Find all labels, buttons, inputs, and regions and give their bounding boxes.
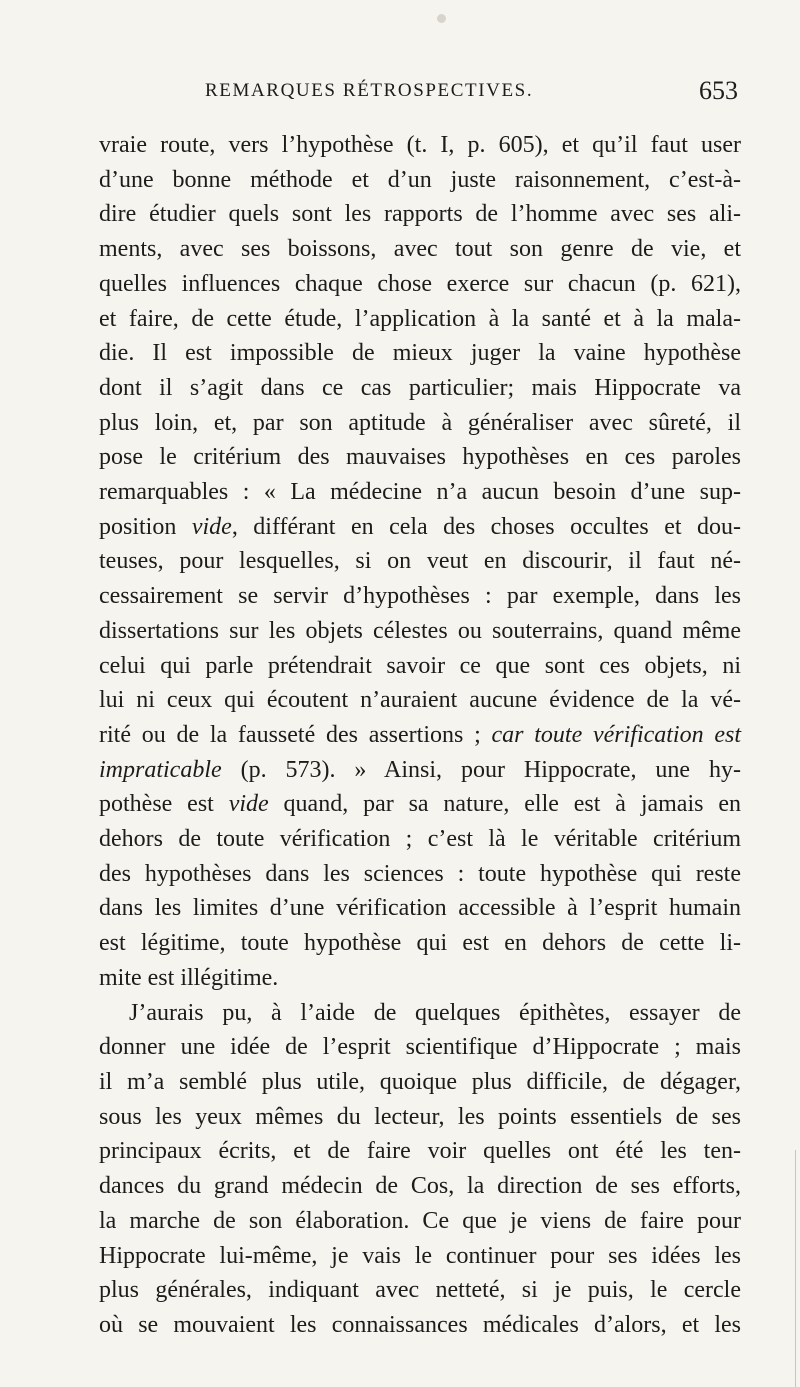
text-line: dans les limites d’une vérification accessible à l’esprit humain xyxy=(99,895,741,922)
text-line: où se mouvaient les connaissances médicales d’alors, et les xyxy=(99,1311,741,1338)
text-line: J’aurais pu, à l’aide de quelques épithètes, essayer de xyxy=(129,999,741,1026)
text-line: Hippocrate lui-même, je vais le continuer pour ses idées les xyxy=(99,1242,741,1269)
text-line: quelles influences chaque chose exerce sur chacun (p. 621), xyxy=(99,270,741,297)
text-line: la marche de son élaboration. Ce que je viens de faire pour xyxy=(99,1207,741,1234)
text-line: dont il s’agit dans ce cas particulier; mais Hippocrate va xyxy=(99,374,741,401)
text-line xyxy=(99,787,741,822)
paper-speck xyxy=(437,14,446,23)
body-text xyxy=(99,128,741,1343)
text-line: sous les yeux mêmes du lecteur, les points essentiels de ses xyxy=(99,1103,741,1130)
text-line: cessairement se servir d’hypothèses : par exemple, dans les xyxy=(99,583,741,610)
text-line xyxy=(99,510,741,545)
italic-term: vide xyxy=(191,513,232,540)
text-line: il m’a semblé plus utile, quoique plus difficile, de dégager, xyxy=(99,1068,741,1095)
text-line: ments, avec ses boissons, avec tout son genre de vie, et xyxy=(99,236,741,263)
italic-phrase: car toute vérification est xyxy=(491,721,742,748)
italic-phrase: impraticable xyxy=(99,756,222,783)
text-segment: (p. 573). » Ainsi, pour Hippocrate, une hy- xyxy=(221,756,741,783)
page-edge-shadow xyxy=(795,1150,796,1387)
text-line: dissertations sur les objets célestes ou souterrains, quand même xyxy=(99,617,741,644)
text-line: plus générales, indiquant avec netteté, si je puis, le cercle xyxy=(99,1277,741,1304)
text-line: celui qui parle prétendrait savoir ce que sont ces objets, ni xyxy=(99,652,741,679)
text-line: mite est illégitime. xyxy=(99,964,279,991)
text-line: dire étudier quels sont les rapports de l’homme avec ses ali- xyxy=(99,201,741,228)
text-line: teuses, pour lesquelles, si on veut en discourir, il faut né- xyxy=(99,548,741,575)
text-segment: position xyxy=(99,513,192,540)
text-line: d’une bonne méthode et d’un juste raisonnement, c’est-à- xyxy=(99,166,741,193)
text-line xyxy=(99,753,741,788)
text-line: remarquables : « La médecine n’a aucun besoin d’une sup- xyxy=(99,479,741,506)
text-line: est légitime, toute hypothèse qui est en dehors de cette li- xyxy=(99,930,741,957)
text-line: pose le critérium des mauvaises hypothèses en ces paroles xyxy=(99,444,741,471)
text-line: dehors de toute vérification ; c’est là le véritable critérium xyxy=(99,826,741,853)
text-line: principaux écrits, et de faire voir quelles ont été les ten- xyxy=(99,1138,741,1165)
text-segment: , différant en cela des choses occultes et dou- xyxy=(231,513,742,540)
text-segment: rité ou de la fausseté des assertions ; xyxy=(99,721,492,748)
page-number: 653 xyxy=(699,76,738,105)
italic-term: vide xyxy=(228,791,269,818)
text-line: des hypothèses dans les sciences : toute hypothèse qui reste xyxy=(99,860,741,887)
text-line: lui ni ceux qui écoutent n’auraient aucune évidence de la vé- xyxy=(99,687,741,714)
text-line: et faire, de cette étude, l’application à la santé et à la mala- xyxy=(99,305,741,332)
text-line: donner une idée de l’esprit scientifique d’Hippocrate ; mais xyxy=(99,1034,741,1061)
text-line: die. Il est impossible de mieux juger la vaine hypothèse xyxy=(99,340,741,367)
text-segment: pothèse est xyxy=(99,791,229,818)
running-title: REMARQUES RÉTROSPECTIVES. xyxy=(205,80,534,101)
text-line xyxy=(99,718,741,753)
text-line: vraie route, vers l’hypothèse (t. I, p. 605), et qu’il faut user xyxy=(99,132,741,158)
text-segment: quand, par sa nature, elle est à jamais en xyxy=(268,791,741,818)
text-line: dances du grand médecin de Cos, la direction de ses efforts, xyxy=(99,1173,741,1200)
text-line: plus loin, et, par son aptitude à généraliser avec sûreté, il xyxy=(99,409,741,436)
